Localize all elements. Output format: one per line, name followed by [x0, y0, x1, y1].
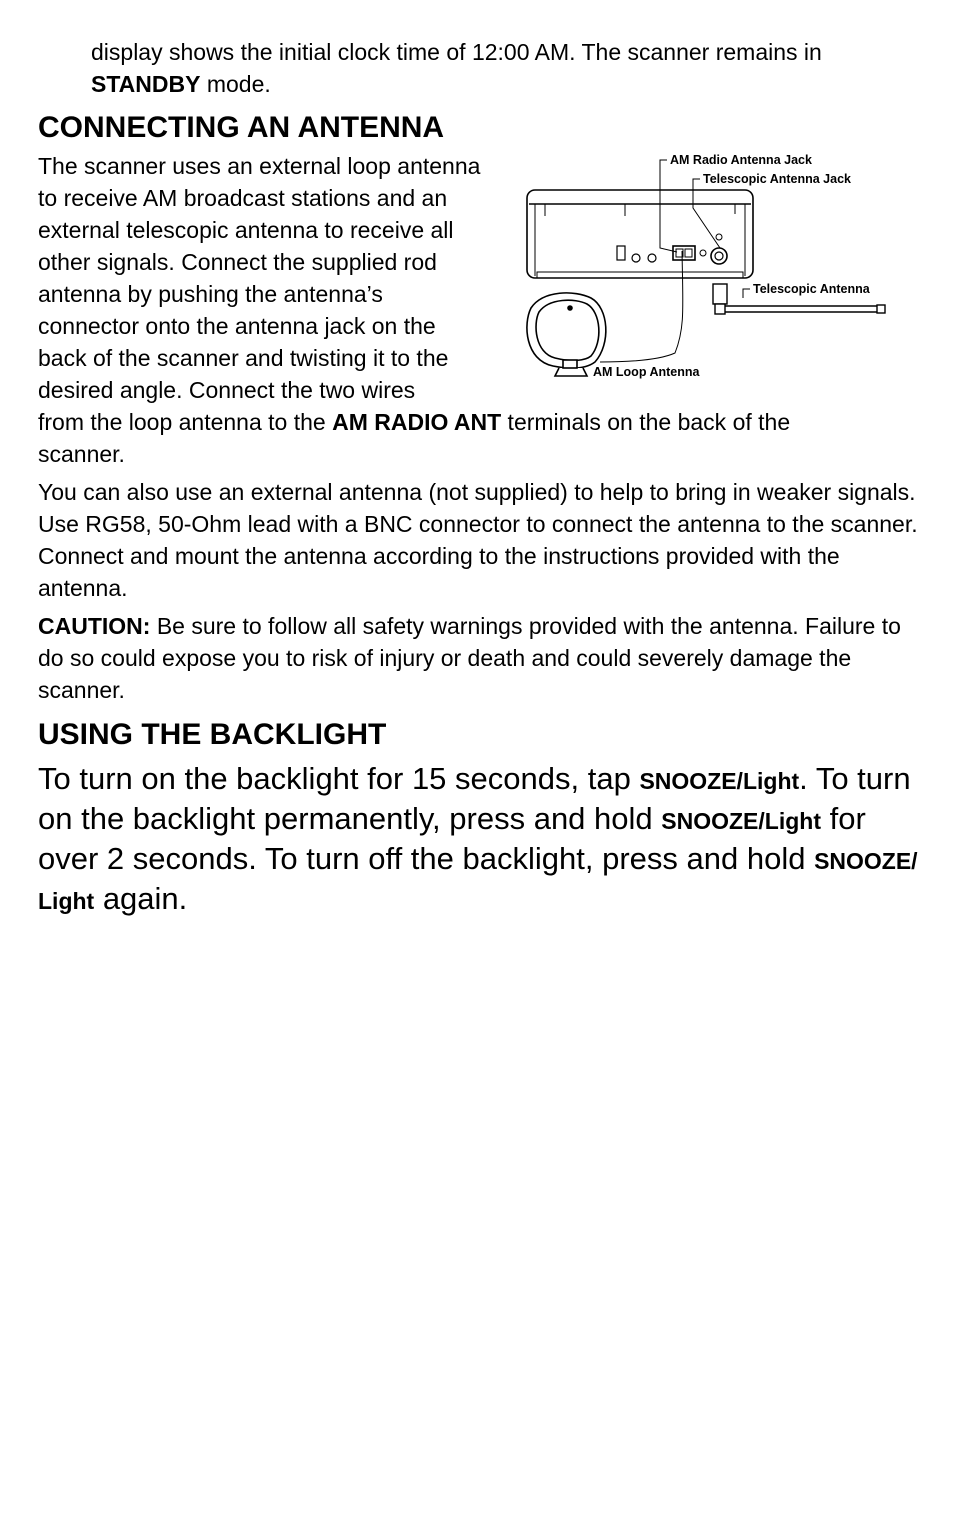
scanner-back-drawing: [527, 190, 753, 278]
antenna-text-segment: from the loop antenna to the: [38, 409, 333, 435]
standby-keyword: STANDBY: [91, 71, 201, 97]
am-loop-antenna-label: AM Loop Antenna: [593, 365, 700, 379]
snooze-light-key: SNOOZE/ Light: [38, 848, 918, 914]
antenna-text-line: connector onto the antenna jack on the: [38, 313, 436, 339]
antenna-text-line: antenna by pushing the antenna’s: [38, 281, 383, 307]
caution-text: Be sure to follow all safety warnings provided with the antenna. Failure to do so could expose you to risk of injury or death and could severely damage the scanner.: [38, 613, 901, 703]
backlight-text: . To turn on the backlight permanently, press and hold: [38, 761, 911, 836]
antenna-text-line: [38, 406, 918, 438]
backlight-text: To turn on the backlight for 15 seconds, tap: [38, 761, 640, 796]
loop-antenna-drawing: [527, 293, 606, 376]
caution-label: CAUTION:: [38, 613, 151, 639]
am-radio-ant-keyword: AM RADIO ANT: [332, 409, 502, 435]
snooze-light-key: SNOOZE/Light: [661, 808, 821, 834]
external-antenna-paragraph: You can also use an external antenna (not supplied) to help to bring in weaker signals. Use RG58, 50-Ohm lead with a BNC connector to connect the antenna to the scanner. Connect and mount the antenna according to the instructions provided with the antenna.: [38, 479, 918, 601]
antenna-connection-figure: [515, 148, 895, 383]
antenna-text-line: other signals. Connect the supplied rod: [38, 249, 437, 275]
intro-text-end: mode.: [200, 71, 271, 97]
telescopic-antenna-jack-label: Telescopic Antenna Jack: [703, 172, 851, 186]
telescopic-antenna-label: Telescopic Antenna: [753, 282, 870, 296]
backlight-paragraph: [38, 760, 928, 920]
intro-text: display shows the initial clock time of 12:00 AM. The scanner remains in: [91, 39, 822, 65]
backlight-text: for over 2 seconds. To turn off the backlight, press and hold: [38, 801, 866, 876]
antenna-text-line: desired angle. Connect the two wires: [38, 377, 416, 403]
backlight-heading: USING THE BACKLIGHT: [38, 718, 387, 751]
backlight-text: again.: [94, 881, 188, 916]
antenna-text-line: The scanner uses an external loop antenna: [38, 153, 481, 179]
antenna-text-line: external telescopic antenna to receive all: [38, 217, 454, 243]
connecting-antenna-heading: CONNECTING AN ANTENNA: [38, 111, 445, 144]
antenna-text-line: scanner.: [38, 441, 125, 467]
antenna-text-segment: terminals on the back of the: [501, 409, 791, 435]
antenna-text-line: to receive AM broadcast stations and an: [38, 185, 448, 211]
antenna-text-line: back of the scanner and twisting it to the: [38, 345, 449, 371]
intro-paragraph: [91, 36, 921, 100]
am-radio-antenna-jack-label: AM Radio Antenna Jack: [670, 153, 812, 167]
caution-paragraph: [38, 610, 918, 706]
snooze-light-key: SNOOZE/Light: [639, 768, 800, 794]
